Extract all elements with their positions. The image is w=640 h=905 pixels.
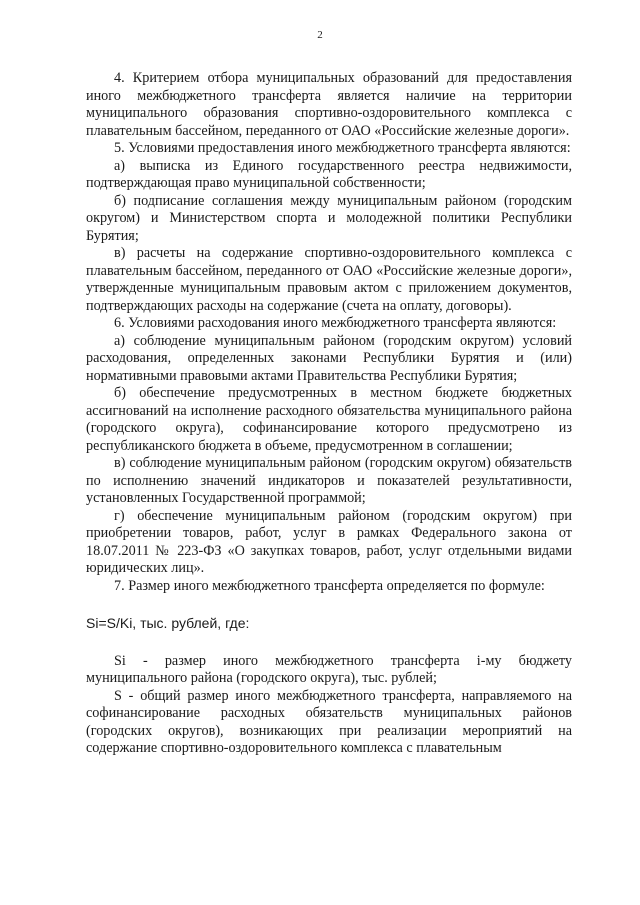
paragraph-7-size: 7. Размер иного межбюджетного трансферта определяется по формуле:	[114, 577, 545, 594]
formula: Si=S/Ki, тыс. рублей, где:	[86, 615, 250, 631]
paragraph-4-criterion: 4. Критерием отбора муниципальных образований для предоставления иного межбюджетного трансферта является наличие на территории муниципального образования спортивно-оздоровительного комплекса с плавательным бассейном, переданного от ОАО «Российские железные дороги».	[86, 70, 572, 139]
paragraph-5b: б) подписание соглашения между муниципальным районом (городским округом) и Министерством спорта и молодежной политики Республики Бурятия;	[86, 192, 572, 244]
paragraph-6a: а) соблюдение муниципальным районом (городским округом) условий расходования, определенных законами Республики Бурятия и (или) нормативными правовыми актами Правительства Республики Бурятия;	[86, 332, 572, 384]
page-number: 2	[317, 29, 323, 41]
document-body	[86, 70, 572, 758]
paragraph-6v: в) соблюдение муниципальным районом (городским округом) обязательств по исполнению значений индикаторов и показателей результативности, установленных Государственной программой;	[86, 455, 572, 506]
paragraph-6g: г) обеспечение муниципальным районом (городским округом) при приобретении товаров, работ, услуг в рамках Федерального закона от 18.07.2011 № 223-ФЗ «О закупках товаров, работ, услуг отдельными видами юридических лиц».	[86, 507, 572, 576]
paragraph-5v: в) расчеты на содержание спортивно-оздоровительного комплекса с плавательным бассейном, переданного от ОАО «Российские железные дороги», утвержденные муниципальным правовым актом с приложением документов, подтверждающих расходы на содержание (счета на оплату, договоры).	[86, 245, 572, 314]
paragraph-5-conditions-heading: 5. Условиями предоставления иного межбюджетного трансферта являются:	[114, 140, 571, 156]
definition-s: S - общий размер иного межбюджетного трансферта, направляемого на софинансирование расходных обязательств муниципальных районов (городских округов), возникающих при реализации мероприятий на содержание спортивно-оздоровительного комплекса с плавательным	[86, 687, 572, 756]
definition-si: Si - размер иного межбюджетного трансферта i-му бюджету муниципального района (городского округа), тыс. рублей;	[86, 652, 572, 686]
paragraph-6-spending-heading: 6. Условиями расходования иного межбюджетного трансферта являются:	[114, 315, 557, 331]
paragraph-6b: б) обеспечение предусмотренных в местном бюджете бюджетных ассигнований на исполнение расходного обязательства муниципального района (городского округа), софинансирование которого предусмотрено из республиканского бюджета в объеме, предусмотренном в соглашении;	[86, 385, 572, 454]
paragraph-5a: а) выписка из Единого государственного реестра недвижимости, подтверждающая право муниципальной собственности;	[86, 157, 572, 191]
